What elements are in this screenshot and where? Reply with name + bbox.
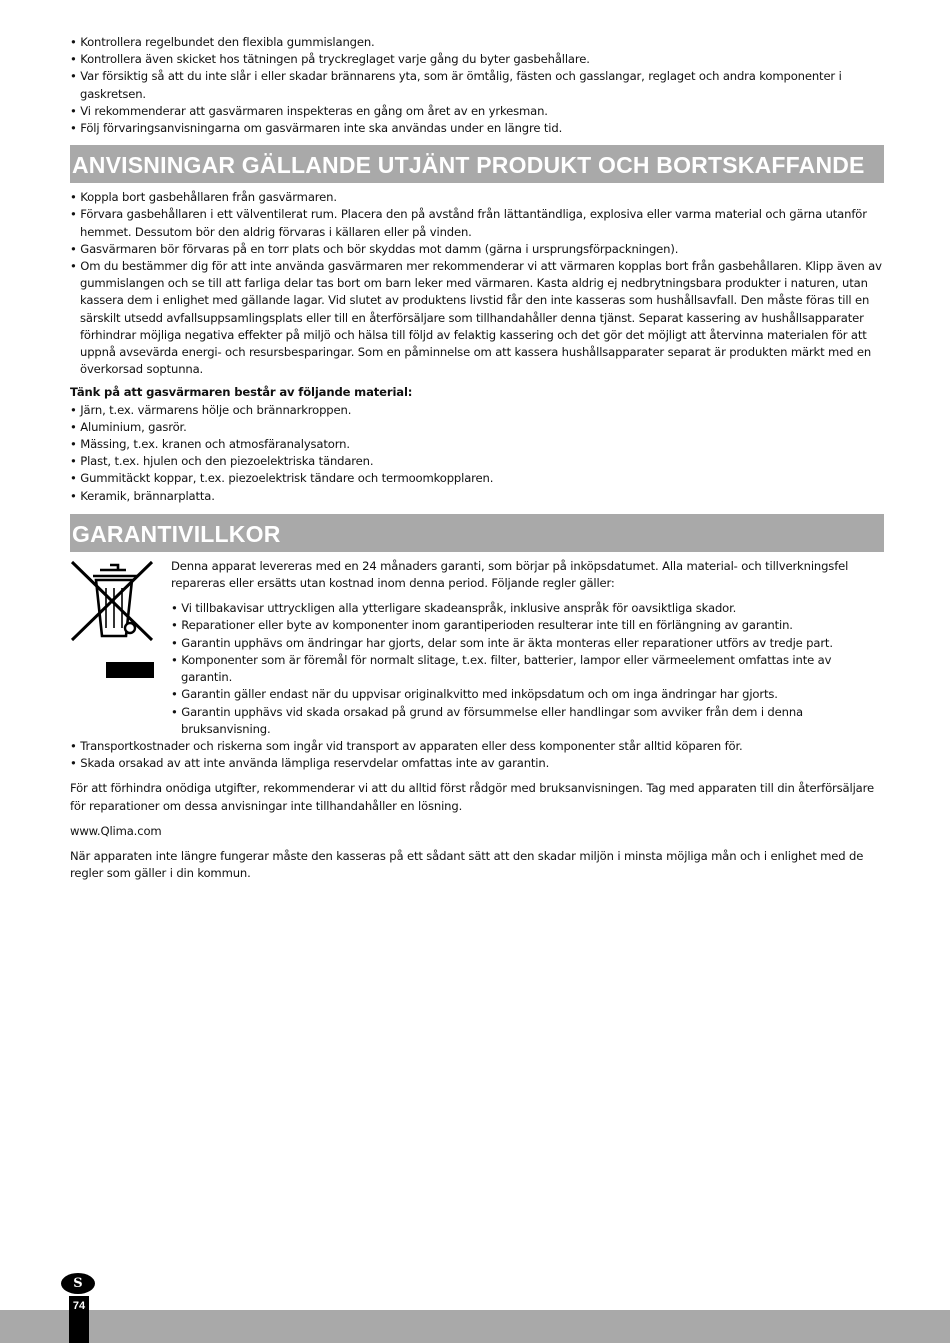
materials-block <box>70 384 884 504</box>
crossed-out-bin-icon <box>70 558 156 678</box>
warranty-rules <box>171 558 884 738</box>
disposal-list <box>70 189 884 378</box>
end-of-life-note: När apparaten inte längre fungerar måste den kasseras på ett sådant sätt att den skadar miljön i minsta möjliga mån och i enlighet med de regler som gäller i din kommun. <box>70 848 864 881</box>
list-item: • Kontrollera regelbundet den flexibla gummislangen. <box>70 34 884 51</box>
list-item: • Förvara gasbehållaren i ett välventilerat rum. Placera den på avstånd från lättantändliga, explosiva eller varma material och gärna utanför hemmet. Dessutom bör den aldrig förvaras i källaren eller på vinden. <box>70 206 884 240</box>
list-item: • Garantin gäller endast när du uppvisar originalkvitto med inköpsdatum och om inga ändringar har gjorts. <box>171 686 884 703</box>
materials-title: Tänk på att gasvärmaren består av följande material: <box>70 385 413 400</box>
list-item: • Var försiktig så att du inte slår i eller skadar brännarens yta, som är ömtålig, fästen och gasslangar, reglaget och andra komponenter i gaskretsen. <box>70 68 884 102</box>
warranty-block <box>70 558 884 738</box>
list-item: • Plast, t.ex. hjulen och den piezoelektriska tändaren. <box>70 453 884 470</box>
footer-bar <box>0 1310 950 1343</box>
list-item: • Järn, t.ex. värmarens hölje och brännarkroppen. <box>70 402 884 419</box>
list-item: • Garantin upphävs vid skada orsakad på grund av försummelse eller handlingar som avviker från dem i denna bruksanvisning. <box>171 704 884 738</box>
list-item: • Kontrollera även skicket hos tätningen på tryckreglaget varje gång du byter gasbehållare. <box>70 51 884 68</box>
list-item: • Vi tillbakavisar uttryckligen alla ytterligare skadeanspråk, inklusive anspråk för oavsiktliga skador. <box>171 600 884 617</box>
materials-list <box>70 402 884 505</box>
list-item: • Vi rekommenderar att gasvärmaren inspekteras en gång om året av en yrkesman. <box>70 103 884 120</box>
warranty-intro: Denna apparat levereras med en 24 månaders garanti, som börjar på inköpsdatumet. Alla material- och tillverkningsfel repareras eller ersätts utan kostnad inom denna period. Följande regler gäller: <box>171 558 849 591</box>
warranty-extra-list <box>70 738 884 772</box>
page-content <box>70 34 884 882</box>
intro-list <box>70 34 884 137</box>
list-item: • Gummitäckt koppar, t.ex. piezoelektrisk tändare och termoomkopplaren. <box>70 470 884 487</box>
disposal-heading: ANVISNINGAR GÄLLANDE UTJÄNT PRODUKT OCH BORTSKAFFANDE <box>70 145 884 183</box>
warranty-rules-list <box>171 600 884 738</box>
list-item: • Garantin upphävs om ändringar har gjorts, delar som inte är äkta monteras eller reparationer utförs av tredje part. <box>171 635 884 652</box>
list-item: • Keramik, brännarplatta. <box>70 488 884 505</box>
list-item: • Aluminium, gasrör. <box>70 419 884 436</box>
list-item: • Koppla bort gasbehållaren från gasvärmaren. <box>70 189 884 206</box>
list-item: • Om du bestämmer dig för att inte använda gasvärmaren mer rekommenderar vi att värmaren kopplas bort från gasbehållaren. Klipp även av gummislangen och se till att farliga delar tas bort om barn leker med värmaren. Kasta aldrig ej nedbrytningsbara produkter i naturen, utan kassera dem i enlighet med gällande lagar. Vid slutet av produktens livstid får den inte kasseras som hushållsavfall. Den måste föras till en särskilt utsedd avfallsuppsamlingsplats eller till en återförsäljare som tillhandahåller denna tjänst. Separat kassering av hushållsapparater förhindrar möjliga negativa effekter på miljö och hälsa till följd av felaktig kassering och det gör det möjligt att återvinna materialen för att uppnå avsevärda energi- och resursbesparingar. Som en påminnelse om att kassera hushållsapparater separat är produkten märkt med en överkorsad soptunna. <box>70 258 884 378</box>
language-badge: S <box>61 1273 95 1294</box>
list-item: • Gasvärmaren bör förvaras på en torr plats och bör skyddas mot damm (gärna i ursprungsförpackningen). <box>70 241 884 258</box>
list-item: • Komponenter som är föremål för normalt slitage, t.ex. filter, batterier, lampor eller värmeelement omfattas inte av garantin. <box>171 652 884 686</box>
warranty-heading: GARANTIVILLKOR <box>70 514 884 552</box>
list-item: • Skada orsakad av att inte använda lämpliga reservdelar omfattas inte av garantin. <box>70 755 884 772</box>
page-number: 74 <box>72 1300 86 1312</box>
list-item: • Följ förvaringsanvisningarna om gasvärmaren inte ska användas under en längre tid. <box>70 120 884 137</box>
list-item: • Transportkostnader och riskerna som ingår vid transport av apparaten eller dess komponenter står alltid köparen för. <box>70 738 884 755</box>
list-item: • Mässing, t.ex. kranen och atmosfäranalysatorn. <box>70 436 884 453</box>
warranty-advice: För att förhindra onödiga utgifter, rekommenderar vi att du alltid först rådgör med bruksanvisningen. Tag med apparaten till din återförsäljare för reparationer om dessa anvisningar inte tillhandahåller en lösning. <box>70 781 874 813</box>
list-item: • Reparationer eller byte av komponenter inom garantiperioden resulterar inte till en förlängning av garantin. <box>171 617 884 634</box>
website-link[interactable]: www.Qlima.com <box>70 823 162 838</box>
